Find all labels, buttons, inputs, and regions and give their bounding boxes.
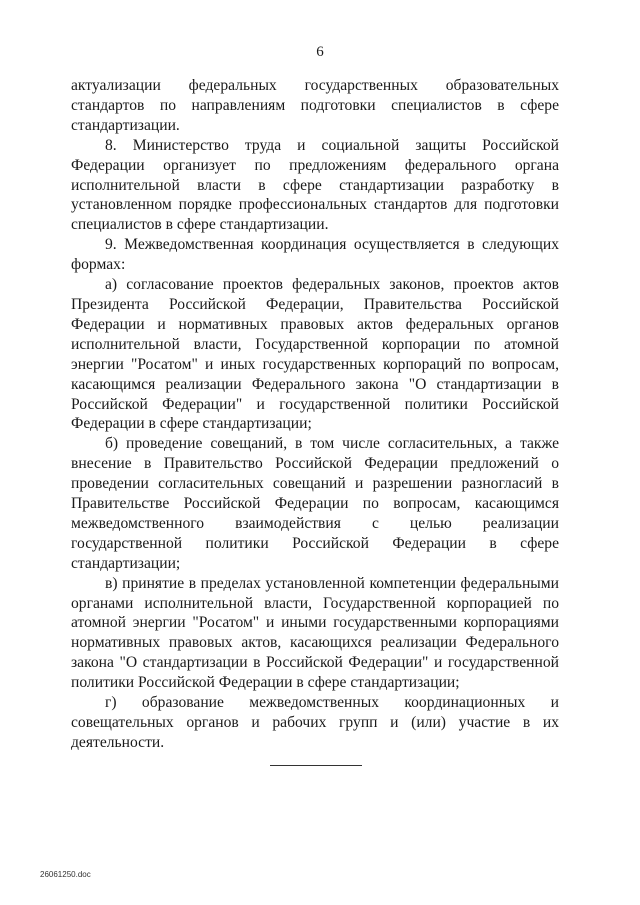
paragraph: в) принятие в пределах установленной компетенции федеральными органами исполнительной власти, Государственной корпорацией по атомной энергии "Росатом" и иными государственными корпорациями нормативных правовых актов, касающихся реализации Федерального закона "О стандартизации в Российской Федерации" и государственной политики Российской Федерации в сфере стандартизации;	[71, 574, 559, 692]
document-body	[71, 76, 559, 753]
paragraph: деятельности.	[71, 733, 165, 751]
paragraph: 8. Министерство труда и социальной защиты Российской Федерации организует по предложениям федерального органа исполнительной власти в сфере стандартизации разработку в установленном порядке профессиональных стандартов для подготовки специалистов в сфере стандартизации.	[71, 136, 559, 234]
document-id: 26061250.doc	[40, 870, 91, 879]
paragraph: актуализации федеральных государственных образовательных стандартов по направлениям подготовки специалистов в сфере стандартизации.	[71, 77, 559, 134]
end-rule	[270, 765, 362, 766]
paragraph: 9. Межведомственная координация осуществляется в следующих формах:	[71, 236, 559, 274]
page-number: 6	[316, 44, 324, 60]
paragraph: г) образование межведомственных координационных и совещательных органов и рабочих групп и (или) участие в их	[71, 694, 559, 731]
paragraph: б) проведение совещаний, в том числе согласительных, а также внесение в Правительство Российской Федерации предложений о проведении согласительных совещаний и разрешении разногласий в Правительстве Российской Федерации по вопросам, касающимся межведомственного взаимодействия с целью реализации государственной политики Российской Федерации в сфере стандартизации;	[71, 435, 559, 572]
paragraph: а) согласование проектов федеральных законов, проектов актов Президента Российской Федерации, Правительства Российской Федерации и нормативных правовых актов федеральных органов исполнительной власти, Государственной корпорации по атомной энергии "Росатом" и иных государственных корпораций по вопросам, касающимся реализации Федерального закона "О стандартизации в Российской Федерации" и государственной политики Российской Федерации в сфере стандартизации;	[71, 276, 559, 433]
